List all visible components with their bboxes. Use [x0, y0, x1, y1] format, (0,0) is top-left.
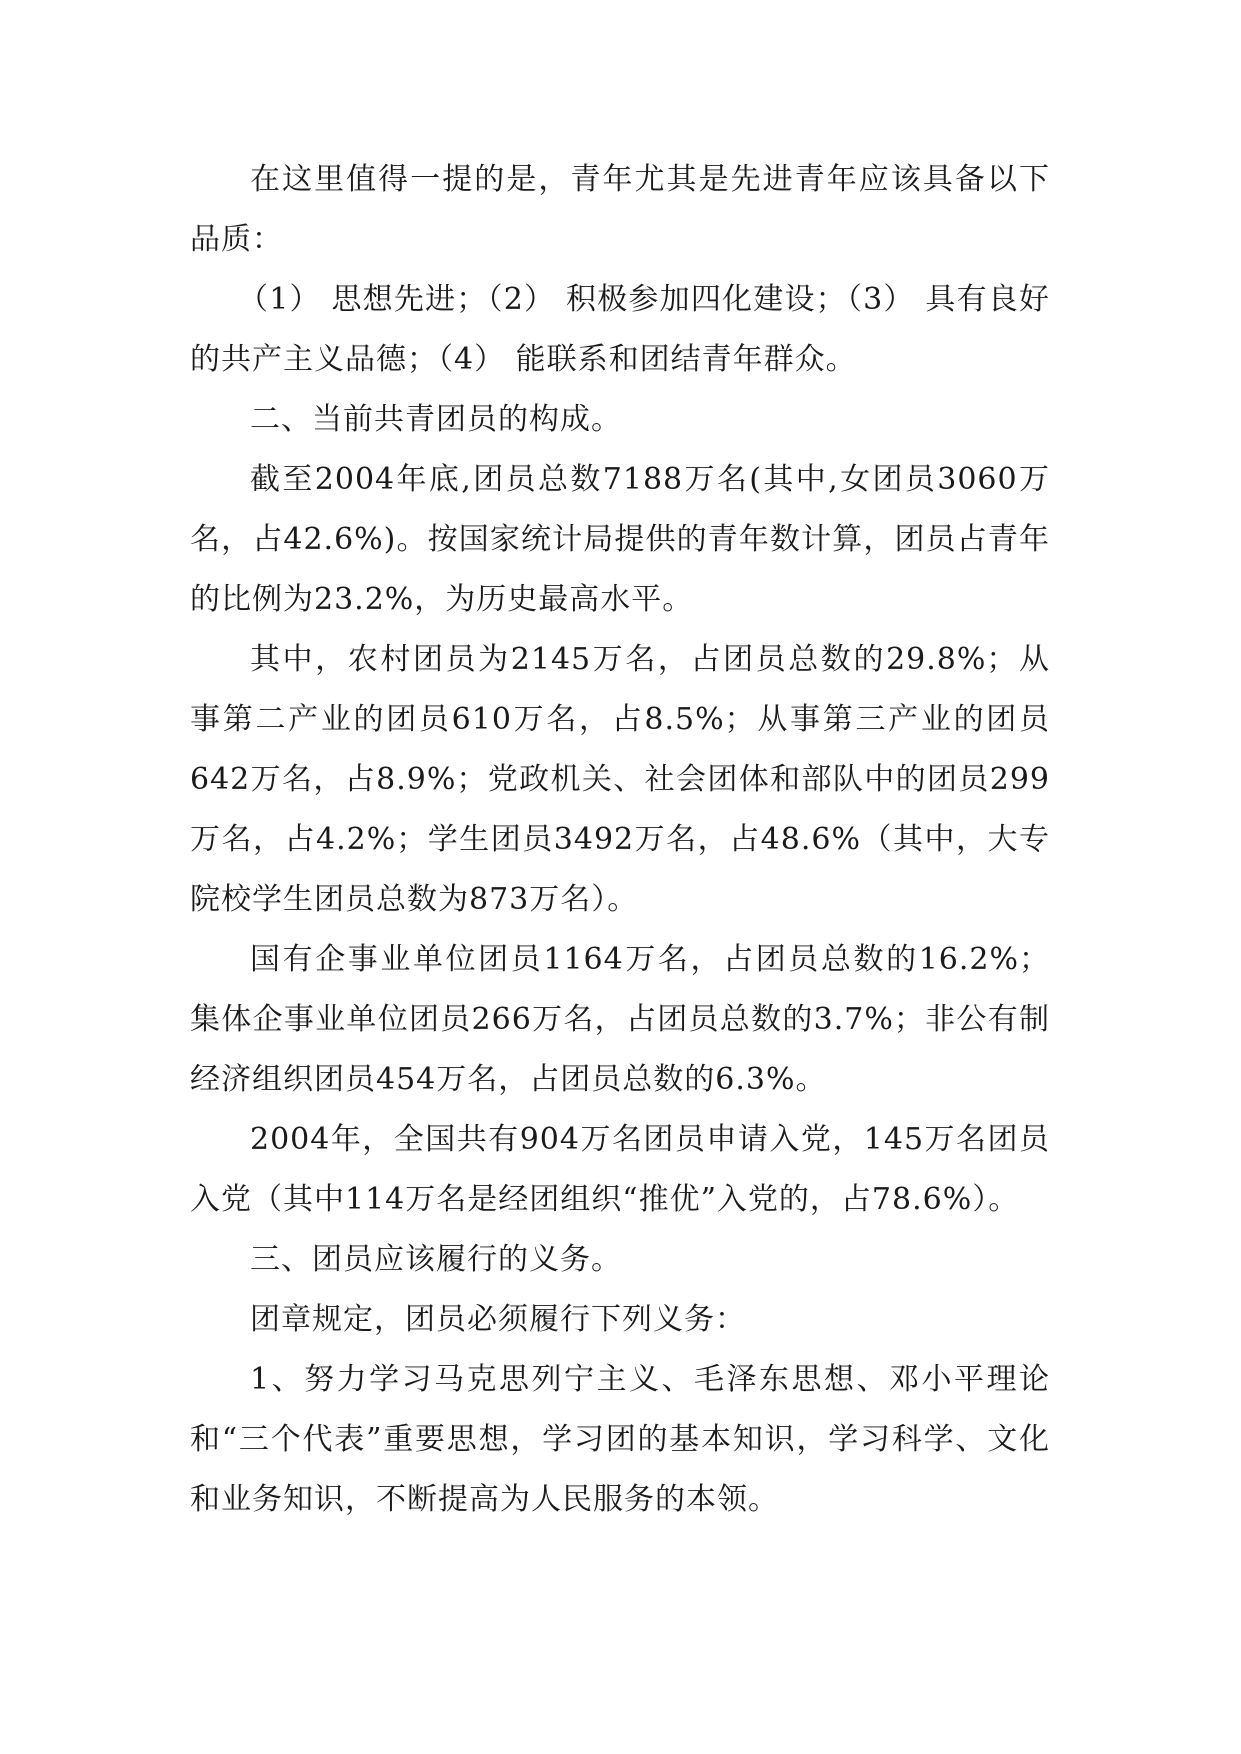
paragraph-obligations-intro: 团章规定，团员必须履行下列义务：: [250, 1302, 746, 1337]
document-page: [190, 150, 1050, 1530]
paragraph-qualities-list: （1） 思想先进；（2） 积极参加四化建设；（3） 具有良好的共产主义品德；（4） 能联系和团结青年群众。: [190, 282, 1050, 377]
paragraph-member-totals: 截至2004年底,团员总数7188万名(其中,女团员3060万名，占42.6%)。按国家统计局提供的青年数计算，团员占青年的比例为23.2%，为历史最高水平。: [190, 462, 1050, 617]
paragraph-qualities-intro: 在这里值得一提的是，青年尤其是先进青年应该具备以下品质：: [190, 162, 1050, 257]
section-heading-obligations: 三、团员应该履行的义务。: [250, 1242, 622, 1277]
paragraph-obligation-1: 1、努力学习马克思列宁主义、毛泽东思想、邓小平理论和“三个代表”重要思想，学习团的基本知识，学习科学、文化和业务知识，不断提高为人民服务的本领。: [190, 1362, 1050, 1517]
section-heading-composition: 二、当前共青团员的构成。: [250, 402, 622, 437]
paragraph-member-breakdown: 其中，农村团员为2145万名，占团员总数的29.8%；从事第二产业的团员610万名，占8.5%；从事第三产业的团员642万名，占8.9%；党政机关、社会团体和部队中的团员299万名，占4.2%；学生团员3492万名，占48.6%（其中，大专院校学生团员总数为873万名）。: [190, 642, 1050, 917]
paragraph-enterprise-members: 国有企事业单位团员1164万名，占团员总数的16.2%；集体企事业单位团员266万名，占团员总数的3.7%；非公有制经济组织团员454万名，占团员总数的6.3%。: [190, 942, 1050, 1097]
paragraph-party-applications: 2004年，全国共有904万名团员申请入党，145万名团员入党（其中114万名是经团组织“推优”入党的，占78.6%）。: [190, 1122, 1050, 1217]
